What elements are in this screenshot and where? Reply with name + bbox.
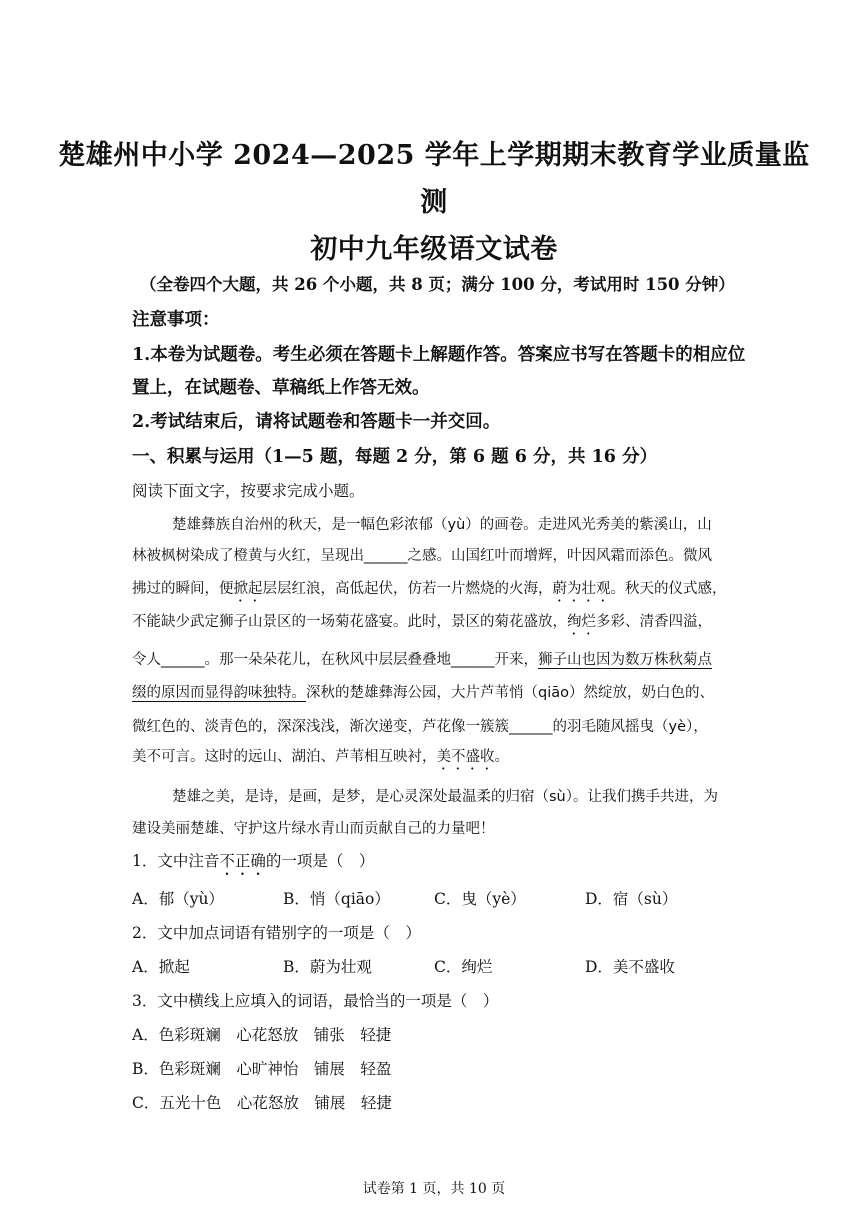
- dotted-word: 美不盛收: [436, 749, 495, 765]
- notes-item-1-cont: 置上，在试题卷、草稿纸上作答无效。: [132, 378, 430, 398]
- underlined-sentence: 缀的原因而显得韵味独特。: [132, 685, 306, 701]
- q2-option-a: A．掀起: [132, 958, 190, 976]
- question-1-stem: 1．文中注音不正确的一项是（ ）: [132, 852, 375, 870]
- passage-line: 令人______。那一朵朵花儿，在秋风中层层叠叠地______开来，狮子山也因为数万株秋菊点: [132, 652, 712, 668]
- q3-option-a: A．色彩斑斓 心花怒放 铺张 轻捷: [132, 1026, 392, 1044]
- q1-option-b: B．悄（qiāo）: [283, 890, 390, 908]
- q2-option-d: D．美不盛收: [585, 958, 675, 976]
- dotted-word: 蔚为壮观: [552, 581, 611, 597]
- passage-line: 林被枫树染成了橙黄与火红，呈现出______之感。山国红叶而增辉，叶因风霜而添色。微风: [132, 548, 712, 564]
- passage-line: 楚雄彝族自治州的秋天，是一幅色彩浓郁（yù）的画卷。走进风光秀美的紫溪山，山: [172, 517, 712, 533]
- notes-item-1: 1.本卷为试题卷。考生必须在答题卡上解题作答。答案应书写在答题卡的相应位: [132, 345, 746, 365]
- notes-heading: 注意事项：: [132, 310, 220, 330]
- exam-title-continued: 测: [420, 187, 448, 218]
- dotted-word: 绚烂: [567, 614, 596, 630]
- dotted-word: 不正确: [219, 852, 266, 870]
- q1-option-a: A．郁（yù）: [132, 890, 224, 908]
- exam-subtitle: 初中九年级语文试卷: [310, 234, 558, 265]
- passage-line: 美不可言。这时的远山、湖泊、芦苇相互映衬，美不盛收。: [132, 749, 509, 765]
- passage-line: 建设美丽楚雄、守护这片绿水青山而贡献自己的力量吧！: [132, 821, 495, 837]
- passage-line: 不能缺少武定狮子山景区的一场菊花盛宴。此时，景区的菊花盛放，绚烂多彩、清香四溢，: [132, 614, 712, 630]
- dotted-word: 掀起: [233, 581, 263, 597]
- question-2-stem: 2．文中加点词语有错别字的一项是（ ）: [132, 924, 421, 942]
- notes-item-2: 2.考试结束后，请将试题卷和答题卡一并交回。: [132, 412, 501, 432]
- underlined-sentence: 狮子山也因为数万株秋菊点: [538, 652, 712, 668]
- exam-title: 楚雄州中小学 2024—2025 学年上学期期末教育学业质量监: [58, 140, 810, 171]
- q3-option-c: C．五光十色 心花怒放 铺展 轻捷: [132, 1094, 392, 1112]
- q2-option-b: B．蔚为壮观: [283, 958, 372, 976]
- passage-line: 拂过的瞬间，便掀起层层红浪，高低起伏，仿若一片燃烧的火海，蔚为壮观。秋天的仪式感，: [132, 581, 727, 597]
- page-footer: 试卷第 1 页，共 10 页: [362, 1181, 506, 1197]
- section-1-heading: 一、积累与运用（1—5 题，每题 2 分，第 6 题 6 分，共 16 分）: [132, 447, 658, 467]
- q1-option-c: C．曳（yè）: [434, 890, 526, 908]
- reading-instruction: 阅读下面文字，按要求完成小题。: [132, 482, 365, 500]
- passage-line: 微红色的、淡青色的，深深浅浅，渐次递变，芦花像一簇簇______的羽毛随风摇曳（yè），: [132, 719, 708, 735]
- q1-option-d: D．宿（sù）: [585, 890, 678, 908]
- passage-line: 楚雄之美，是诗，是画，是梦，是心灵深处最温柔的归宿（sù）。让我们携手共进，为: [172, 789, 718, 805]
- q3-option-b: B．色彩斑斓 心旷神怡 铺展 轻盈: [132, 1060, 392, 1078]
- question-3-stem: 3．文中横线上应填入的词语，最恰当的一项是（ ）: [132, 992, 499, 1010]
- exam-info: （全卷四个大题，共 26 个小题，共 8 页；满分 100 分，考试用时 150 分钟）: [140, 275, 735, 294]
- q2-option-c: C．绚烂: [434, 958, 493, 976]
- passage-line: 缀的原因而显得韵味独特。深秋的楚雄彝海公园，大片芦苇悄（qiāo）然绽放，奶白色的、: [132, 685, 714, 701]
